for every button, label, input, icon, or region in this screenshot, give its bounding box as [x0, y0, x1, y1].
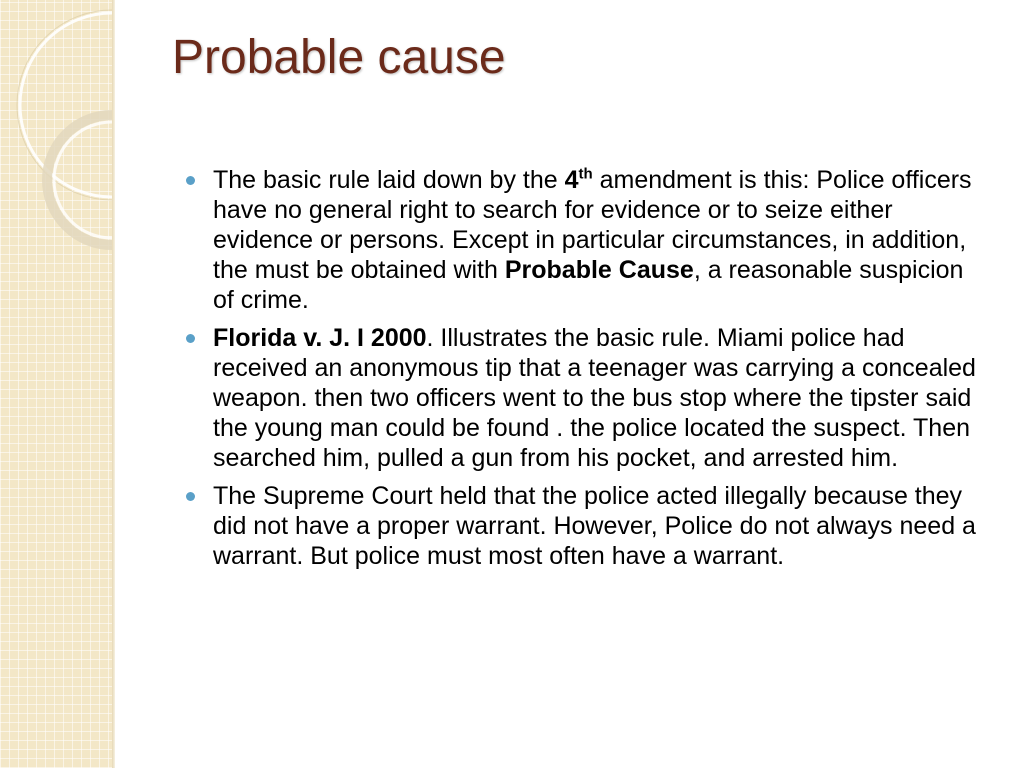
bullet-dot-icon: [186, 492, 195, 501]
slide-title: Probable cause: [172, 31, 506, 84]
bullet-1-text-c: , a reasonable suspicion of crime.: [213, 256, 964, 314]
bullet-list: [186, 165, 986, 579]
bullet-1-text-b: amendment is this: Police officers have no general right to search for evidence or to seize either evidence or persons. Except in particular circumstances, in addition, the must be obtained with: [213, 166, 972, 284]
bullet-2-case-name: Florida v. J. I 2000: [213, 324, 427, 352]
bullet-1-text-a: The basic rule laid down by the: [213, 166, 565, 194]
decorative-circles-icon: [0, 0, 112, 768]
bullet-item-1: [186, 165, 986, 315]
bullet-1-amendment-number: 4: [564, 166, 579, 194]
decorative-side-panel: [0, 0, 112, 768]
bullet-1-ordinal-suffix: th: [578, 165, 593, 183]
bullet-1-probable-cause-term: Probable Cause: [504, 256, 694, 284]
bullet-item-2: [186, 323, 986, 473]
bullet-2-text: . Illustrates the basic rule. Miami police had received an anonymous tip that a teenager was carrying a concealed weapon. then two officers went to the bus stop where the tipster said the young man could be found . the police located the suspect. Then searched him, pulled a gun from his pocket, and arrested him.: [213, 324, 976, 472]
bullet-dot-icon: [186, 176, 195, 185]
bullet-dot-icon: [186, 334, 195, 343]
bullet-item-3: [186, 481, 986, 571]
side-panel-edge: [112, 0, 115, 768]
bullet-3-text: The Supreme Court held that the police acted illegally because they did not have a proper warrant. However, Police do not always need a warrant. But police must most often have a warrant.: [213, 482, 976, 570]
